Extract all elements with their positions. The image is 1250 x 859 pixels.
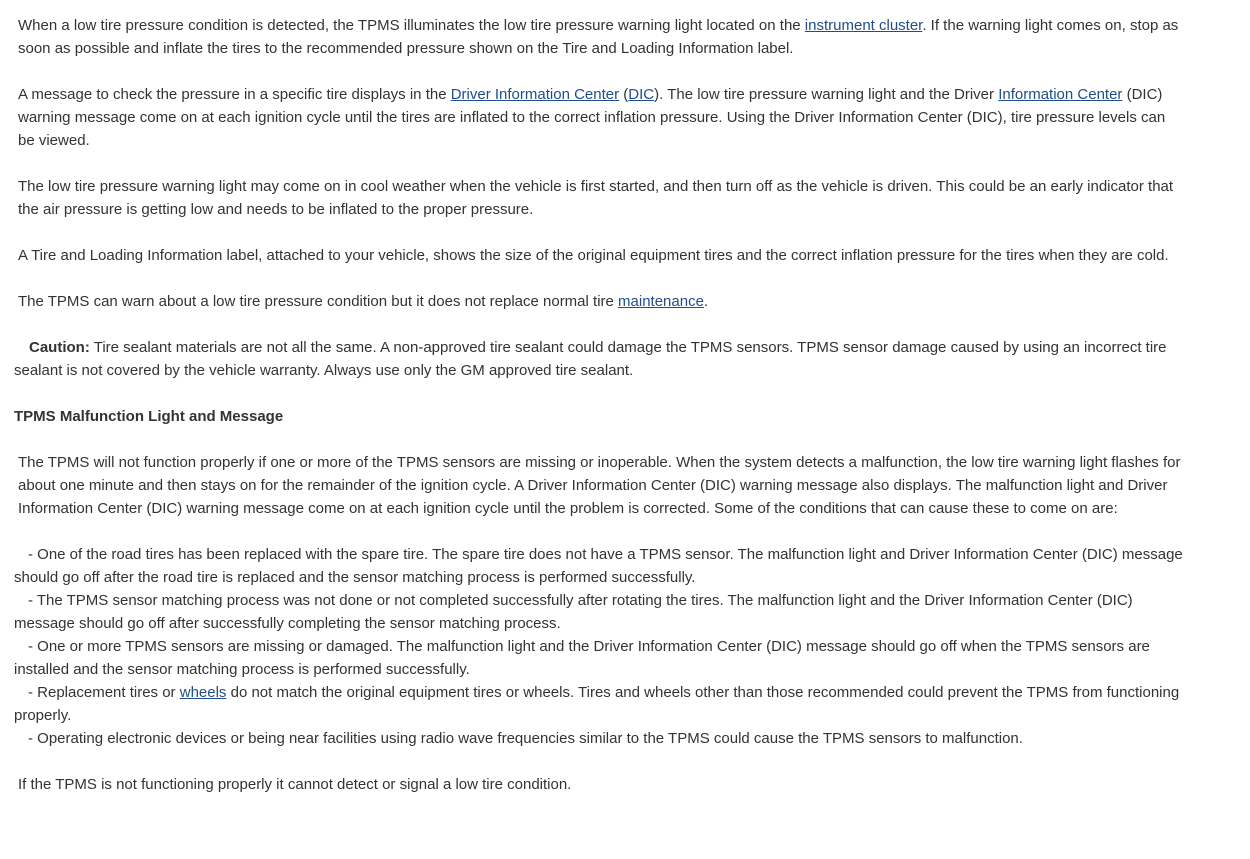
caution-notice (14, 336, 1186, 382)
caution-text: Tire sealant materials are not all the same. A non-approved tire sealant could damage the TPMS sensors. TPMS sensor damage caused by using an incorrect tire sealant is not covered by the vehicle warranty. Always use only the GM approved tire sealant. (14, 339, 1167, 379)
paragraph-not-functioning: If the TPMS is not functioning properly it cannot detect or signal a low tire condition. (18, 776, 572, 793)
list-item-text: - One or more TPMS sensors are missing or damaged. The malfunction light and the Driver Information Center (DIC) message should go off when the TPMS sensors are installed and the sensor matching process is performed successfully. (14, 638, 1150, 678)
paragraph-text: The TPMS can warn about a low tire pressure condition but it does not replace normal tire (18, 293, 619, 310)
paragraph-dic-message (14, 83, 1186, 152)
spacer (14, 382, 1186, 405)
spacer (14, 520, 1186, 543)
list-item-text: - Operating electronic devices or being near facilities using radio wave frequencies similar to the TPMS could cause the TPMS sensors to malfunction. (28, 730, 1023, 747)
dic-link[interactable]: DIC (628, 86, 655, 103)
paragraph-malfunction: The TPMS will not function properly if one or more of the TPMS sensors are missing or inoperable. When the system detects a malfunction, the low tire warning light flashes for about one minute and then stays on for the remainder of the ignition cycle. A Driver Information Center (DIC) warning message also displays. The malfunction light and Driver Information Center (DIC) warning message come on at each ignition cycle until the problem is corrected. Some of the conditions that can cause these to come on are: (18, 454, 1181, 517)
paragraph-text: A message to check the pressure in a specific tire displays in the (18, 86, 451, 103)
list-item (14, 727, 1186, 750)
spacer (14, 750, 1186, 773)
list-item (14, 589, 1186, 635)
spacer (14, 221, 1186, 244)
list-item-text: do not match the original equipment tires or wheels. Tires and wheels other than those recommended could prevent the TPMS from functioning properly. (14, 684, 1180, 724)
paragraph-text: . If the warning light comes on, stop as soon as possible and inflate the tires to the recommended pressure shown on the Tire and Loading Information label. (18, 17, 1179, 57)
caution-label: Caution: (29, 339, 90, 356)
paragraph-text: (DIC) warning message come on at each ignition cycle until the tires are inflated to the correct inflation pressure. Using the Driver Information Center (DIC), tire pressure levels can be viewed. (18, 86, 1166, 149)
paragraph-text: ). The low tire pressure warning light and the Driver (654, 86, 999, 103)
instrument-cluster-link[interactable]: instrument cluster (804, 17, 923, 34)
paragraph-cool-weather: The low tire pressure warning light may come on in cool weather when the vehicle is first started, and then turn off as the vehicle is driven. This could be an early indicator that the air pressure is getting low and needs to be inflated to the proper pressure. (18, 178, 1174, 218)
list-item (14, 543, 1186, 589)
paragraph-maintenance (14, 290, 1186, 313)
section-heading: TPMS Malfunction Light and Message (14, 408, 284, 425)
paragraph-text: When a low tire pressure condition is detected, the TPMS illuminates the low tire pressure warning light located on the (18, 17, 805, 34)
manual-content (14, 14, 1186, 796)
paragraph-low-pressure-warning (14, 14, 1186, 60)
spacer (14, 60, 1186, 83)
spacer (14, 313, 1186, 336)
spacer (14, 267, 1186, 290)
spacer (14, 152, 1186, 175)
driver-information-center-link[interactable]: Driver Information Center (450, 86, 620, 103)
paragraph-text: ( (619, 86, 629, 103)
list-item (14, 681, 1186, 727)
paragraph-text: . (703, 293, 709, 310)
spacer (14, 428, 1186, 451)
maintenance-link[interactable]: maintenance (618, 293, 704, 310)
wheels-link[interactable]: wheels (179, 684, 227, 701)
information-center-link[interactable]: Information Center (998, 86, 1123, 103)
list-item-text: - One of the road tires has been replaced with the spare tire. The spare tire does not have a TPMS sensor. The malfunction light and Driver Information Center (DIC) message should go off after the road tire is replaced and the sensor matching process is performed successfully. (14, 546, 1183, 586)
list-item (14, 635, 1186, 681)
list-item-text: - Replacement tires or (28, 684, 180, 701)
list-item-text: - The TPMS sensor matching process was not done or not completed successfully after rotating the tires. The malfunction light and the Driver Information Center (DIC) message should go off after successfully completing the sensor matching process. (14, 592, 1133, 632)
paragraph-loading-label: A Tire and Loading Information label, attached to your vehicle, shows the size of the original equipment tires and the correct inflation pressure for the tires when they are cold. (18, 247, 1169, 264)
